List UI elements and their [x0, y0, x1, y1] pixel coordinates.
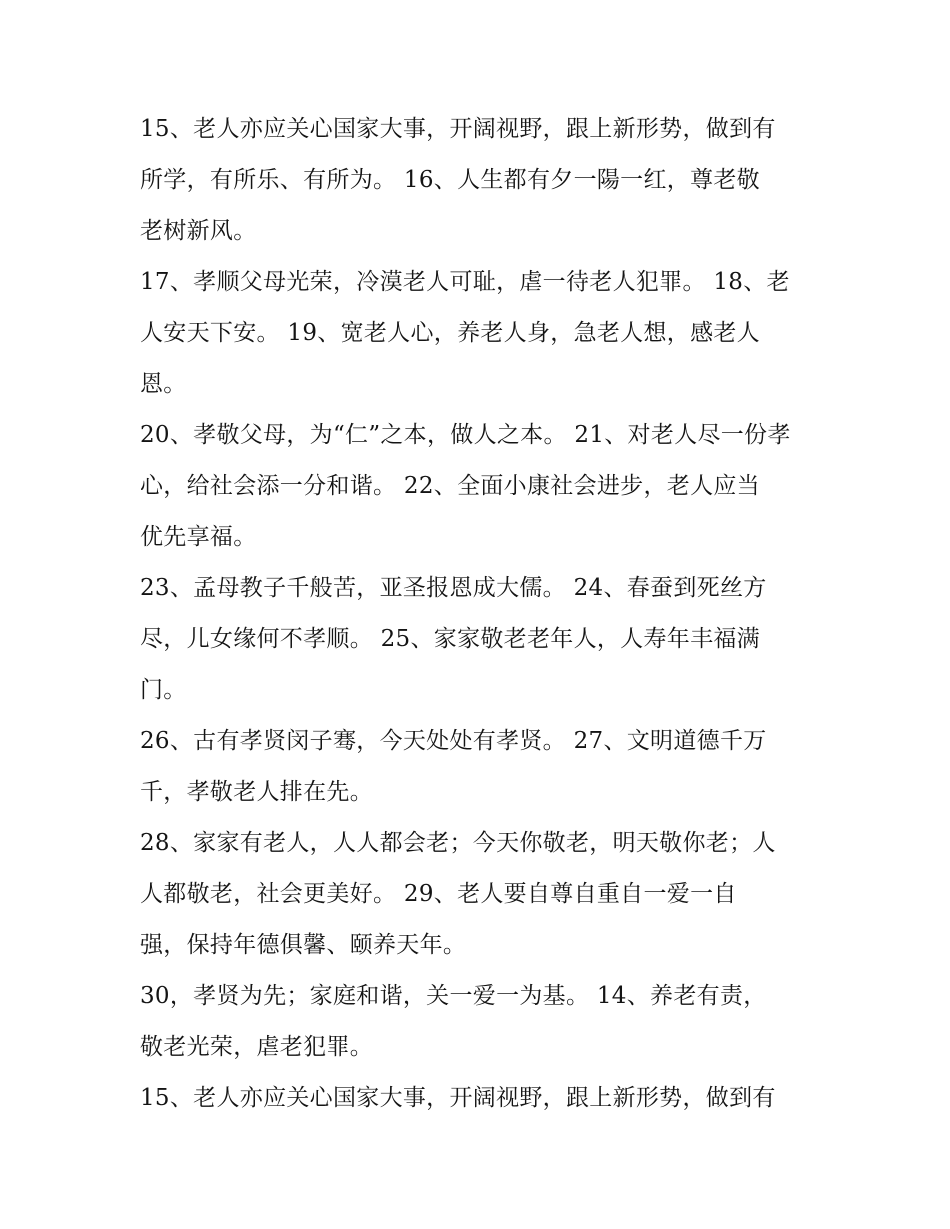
text-line: 人安天下安。 19、宽老人心，养老人身，急老人想，感老人 [140, 320, 760, 346]
text-line: 15、老人亦应关心国家大事，开阔视野，跟上新形势，做到有 [140, 1085, 776, 1111]
text-line: 17、孝顺父母光荣，冷漠老人可耻，虐一待老人犯罪。 18、老 [140, 269, 790, 295]
text-line: 优先享福。 [140, 524, 257, 550]
text-line: 敬老光荣，虐老犯罪。 [140, 1034, 373, 1060]
text-line: 26、古有孝贤闵子骞，今天处处有孝贤。 27、文明道德千万 [140, 728, 767, 754]
text-line: 15、老人亦应关心国家大事，开阔视野，跟上新形势，做到有 [140, 116, 776, 142]
text-line: 强，保持年德俱馨、颐养天年。 [140, 932, 467, 958]
text-line: 23、孟母教子千般苦，亚圣报恩成大儒。 24、春蚕到死丝方 [140, 575, 767, 601]
text-line: 尽，儿女缘何不孝顺。 25、家家敬老老年人，人寿年丰福满 [140, 626, 760, 652]
document-body [140, 104, 820, 1124]
text-line: 20、孝敬父母，为“仁”之本，做人之本。 21、对老人尽一份孝 [140, 422, 791, 448]
text-line: 30，孝贤为先；家庭和谐，关一爱一为基。 14、养老有责， [140, 983, 767, 1009]
text-line: 心，给社会添一分和谐。 22、全面小康社会进步，老人应当 [140, 473, 760, 499]
text-line: 28、家家有老人，人人都会老；今天你敬老，明天敬你老；人 [140, 830, 776, 856]
text-line: 老树新风。 [140, 218, 257, 244]
text-line: 恩。 [140, 371, 187, 397]
text-line: 千，孝敬老人排在先。 [140, 779, 373, 805]
text-line: 门。 [140, 677, 187, 703]
text-line: 所学，有所乐、有所为。 16、人生都有夕一陽一红，尊老敬 [140, 167, 760, 193]
text-line: 人都敬老，社会更美好。 29、老人要自尊自重自一爱一自 [140, 881, 737, 907]
